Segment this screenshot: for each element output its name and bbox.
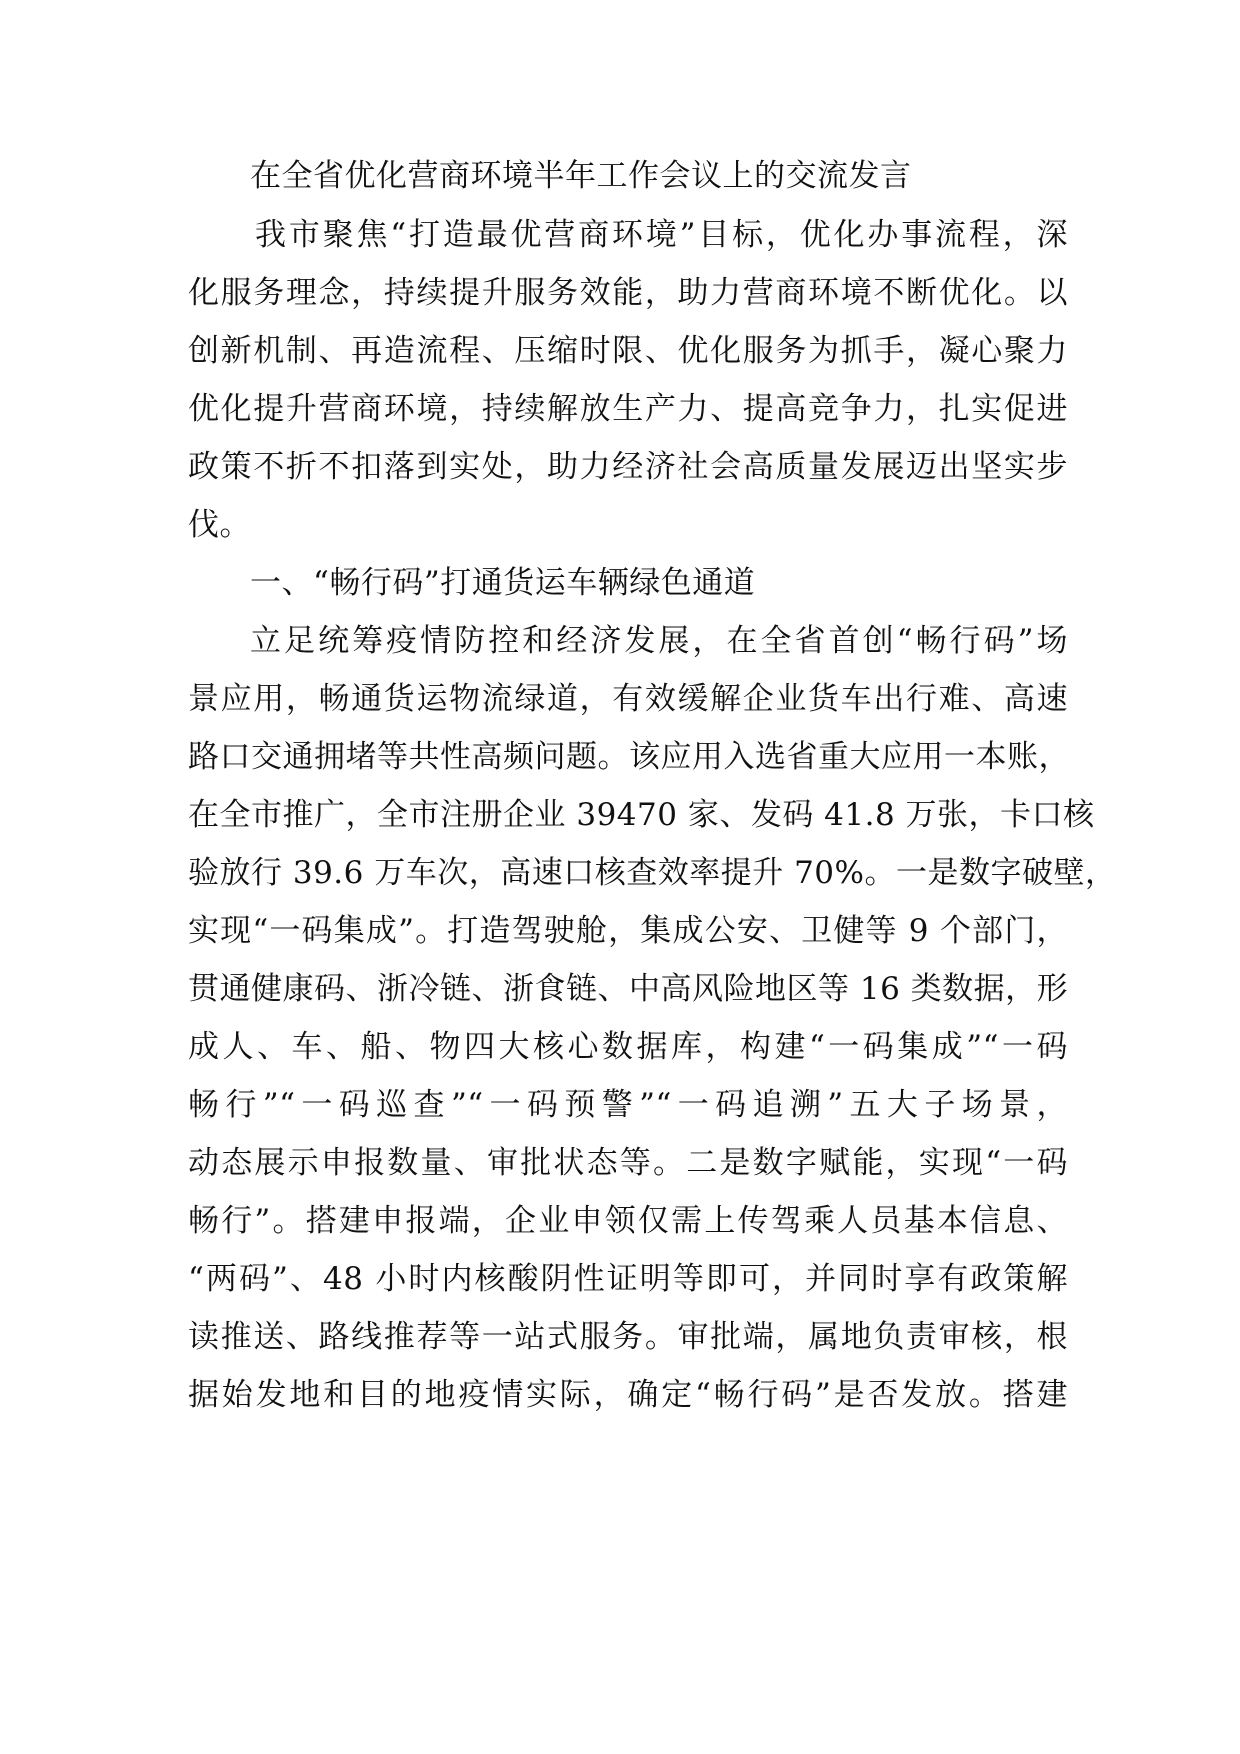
intro-line-3: 创新机制、再造流程、压缩时限、优化服务为抓手，凝心聚力 [188,333,1068,369]
section-1-line-9: 畅行”“一码巡查”“一码预警”“一码追溯”五大子场景， [188,1087,1068,1123]
section-1-line-7: 贯通健康码、浙冷链、浙食链、中高风险地区等 16 类数据，形 [188,971,1069,1007]
document-title: 在全省优化营商环境半年工作会议上的交流发言 [250,158,912,194]
intro-line-2: 化服务理念，持续提升服务效能，助力营商环境不断优化。以 [188,275,1068,311]
section-1-heading: 一、“畅行码”打通货运车辆绿色通道 [250,565,756,601]
section-1-line-12: “两码”、48 小时内核酸阴性证明等即可，并同时享有政策解 [188,1261,1068,1297]
section-1-line-6: 实现“一码集成”。打造驾驶舱，集成公安、卫健等 9 个部门， [188,913,1068,949]
intro-line-4: 优化提升营商环境，持续解放生产力、提高竞争力，扎实促进 [188,391,1068,427]
intro-line-1: 我市聚焦“打造最优营商环境”目标，优化办事流程，深 [255,217,1068,253]
section-1-line-13: 读推送、路线推荐等一站式服务。审批端，属地负责审核，根 [188,1319,1068,1355]
section-1-line-3: 路口交通拥堵等共性高频问题。该应用入选省重大应用一本账， [188,739,1070,775]
intro-line-5: 政策不折不扣落到实处，助力经济社会高质量发展迈出坚实步 [188,449,1068,485]
section-1-line-8: 成人、车、船、物四大核心数据库，构建“一码集成”“一码 [188,1029,1068,1065]
section-1-line-14: 据始发地和目的地疫情实际，确定“畅行码”是否发放。搭建 [188,1377,1068,1413]
section-1-line-10: 动态展示申报数量、审批状态等。二是数字赋能，实现“一码 [188,1145,1068,1181]
section-1-line-4: 在全市推广，全市注册企业 39470 家、发码 41.8 万张，卡口核 [188,797,1095,833]
section-1-line-11: 畅行”。搭建申报端，企业申领仅需上传驾乘人员基本信息、 [188,1203,1068,1239]
section-1-line-2: 景应用，畅通货运物流绿道，有效缓解企业货车出行难、高速 [188,681,1068,717]
section-1-line-1: 立足统筹疫情防控和经济发展，在全省首创“畅行码”场 [250,623,1068,659]
section-1-line-5: 验放行 39.6 万车次，高速口核查效率提升 70%。一是数字破壁， [188,855,1117,891]
intro-line-6: 伐。 [188,507,251,543]
